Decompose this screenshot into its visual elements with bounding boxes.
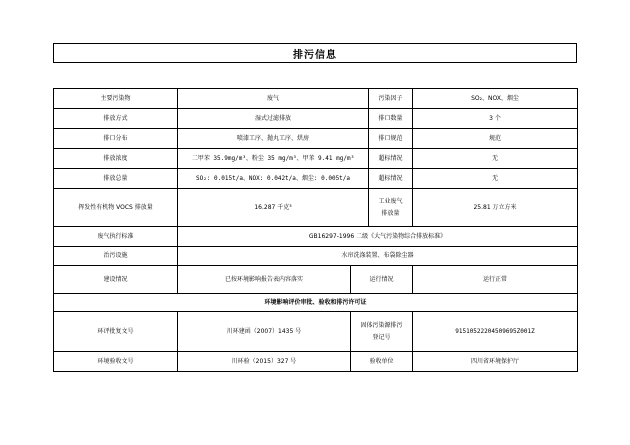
main-pollutant-label: 主要污染物 [54, 89, 178, 109]
solid-source-value: 91510522204509695Z001Z [413, 312, 578, 352]
eia-doc-value: 川环建函（2007）1435 号 [178, 312, 351, 352]
construction-label: 建设情况 [54, 266, 178, 294]
outlet-count-value: 3 个 [413, 109, 578, 129]
exceed-label-1: 超标情况 [369, 149, 413, 169]
table-row [54, 109, 578, 129]
pollution-factor-value: SO₂、NOX、烟尘 [413, 89, 578, 109]
acceptance-unit-value: 四川省环境保护厅 [413, 352, 578, 372]
concentration-value: 二甲苯 35.9mg/m³、粉尘 35 mg/m³、甲苯 9.41 mg/m³ [178, 149, 369, 169]
exceed-value-2: 无 [413, 169, 578, 189]
operation-label: 运行情况 [351, 266, 413, 294]
acceptance-unit-label: 验收单位 [351, 352, 413, 372]
table-row [54, 227, 578, 247]
table-row [54, 89, 578, 109]
acceptance-doc-value: 川环验（2015）327 号 [178, 352, 351, 372]
solid-source-label [351, 312, 413, 352]
gas-standard-value: GB16297-1996 二级《大气污染物综合排放标准》 [178, 227, 578, 247]
page-title: 排污信息 [53, 43, 577, 63]
exceed-value-1: 无 [413, 149, 578, 169]
eia-doc-label: 环评批复文号 [54, 312, 178, 352]
discharge-method-label: 排放方式 [54, 109, 178, 129]
solid-source-label-line2: 登记号 [372, 334, 391, 341]
table-row [54, 149, 578, 169]
outlet-standard-value: 规范 [413, 129, 578, 149]
table-row [54, 294, 578, 312]
total-value: SO₂: 0.015t/a、NOX: 0.042t/a、烟尘: 0.005t/a [178, 169, 369, 189]
exceed-label-2: 超标情况 [369, 169, 413, 189]
outlet-distribution-value: 喷漆工序、抛丸工序、烘房 [178, 129, 369, 149]
main-pollutant-value: 废气 [178, 89, 369, 109]
solid-source-label-line1: 固体污染源排污 [360, 321, 403, 329]
industrial-gas-label [369, 189, 413, 227]
table-row [54, 169, 578, 189]
acceptance-doc-label: 环境验收文号 [54, 352, 178, 372]
table-row [54, 266, 578, 294]
outlet-standard-label: 排口规范 [369, 129, 413, 149]
gas-standard-label: 废气执行标准 [54, 227, 178, 247]
total-label: 排放总量 [54, 169, 178, 189]
industrial-gas-label-line2: 排放量 [381, 210, 400, 217]
voc-value: 16.287 千克³ [178, 189, 369, 227]
table-row [54, 247, 578, 266]
discharge-method-value: 湿式过滤排放 [178, 109, 369, 129]
table-row [54, 352, 578, 372]
construction-value: 已按环境影响报告表内容落实 [178, 266, 351, 294]
table-row [54, 312, 578, 352]
industrial-gas-value: 25.81 万立方米 [413, 189, 578, 227]
table-row [54, 189, 578, 227]
outlet-count-label: 排口数量 [369, 109, 413, 129]
table-row [54, 129, 578, 149]
pollution-info-table [53, 88, 578, 372]
section-heading: 环境影响评价审批、验收和排污许可证 [54, 294, 578, 312]
outlet-distribution-label: 排口分布 [54, 129, 178, 149]
facility-value: 水帘洗涤装置、布袋除尘器 [178, 247, 578, 266]
voc-label: 挥发性有机物 VOCS 排放量 [54, 189, 178, 227]
concentration-label: 排放浓度 [54, 149, 178, 169]
facility-label: 治污设施 [54, 247, 178, 266]
pollution-factor-label: 污染因子 [369, 89, 413, 109]
operation-value: 运行正常 [413, 266, 578, 294]
industrial-gas-label-line1: 工业废气 [378, 197, 403, 205]
